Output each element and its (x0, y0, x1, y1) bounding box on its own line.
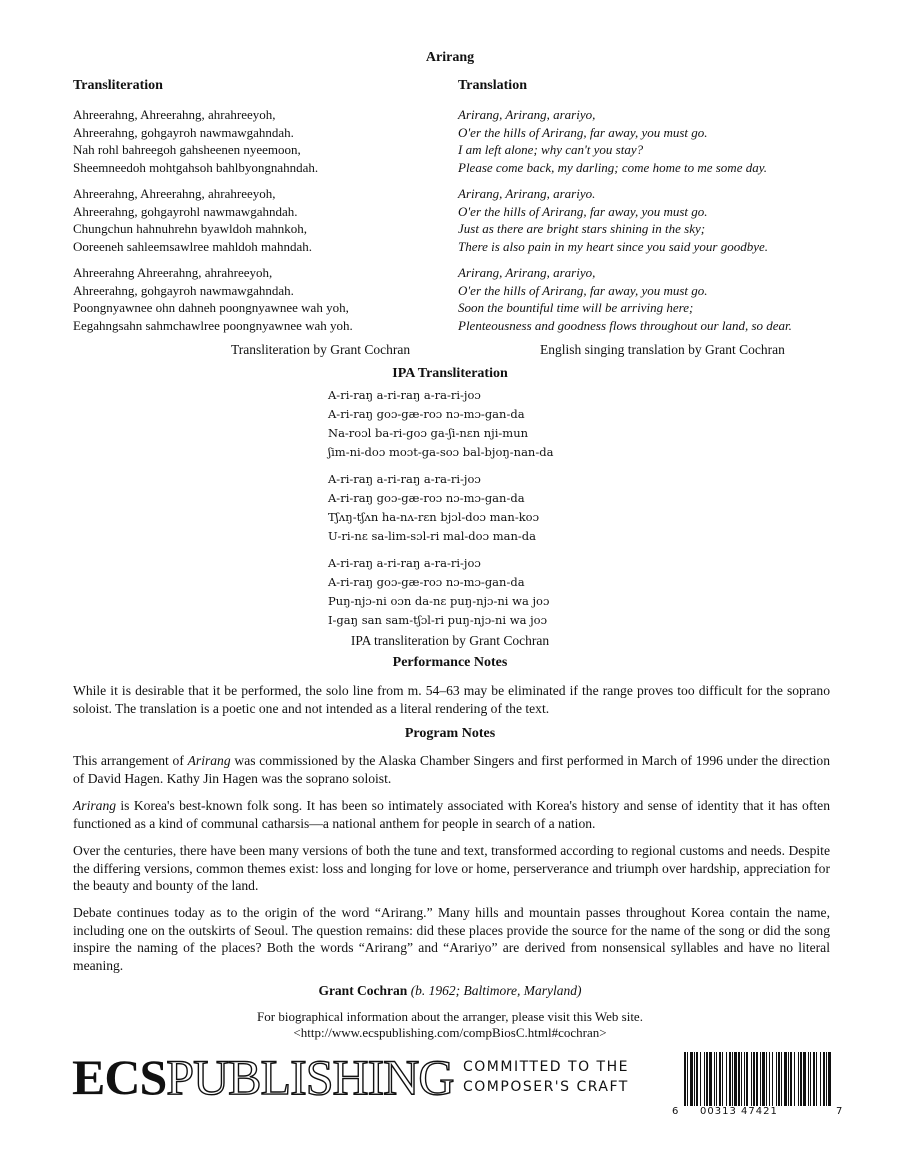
ipa-heading: IPA Transliteration (392, 366, 508, 381)
lyric-line: Soon the bountiful time will be arriving here; (458, 300, 694, 315)
barcode-bar (813, 1052, 815, 1106)
barcode-bar (684, 1052, 686, 1106)
lyric-line: Sheemneedoh mohtgahsoh bahlbyongnahndah. (73, 159, 319, 175)
transliteration-text (73, 106, 453, 343)
lyric-line: Ahreerahng, gohgayroh nawmawgahndah. (73, 124, 294, 140)
barcode-bar (762, 1052, 765, 1106)
ipa-text (328, 386, 648, 638)
barcode-bar (744, 1052, 745, 1106)
tagline-line: COMMITTED TO THE (463, 1059, 629, 1075)
lyric-line: Ahreerahng Ahreerahng, ahrahreeyoh, (73, 265, 273, 280)
barcode-bar (800, 1052, 802, 1106)
barcode-bar (823, 1052, 825, 1106)
barcode-bar (716, 1052, 717, 1106)
ipa-stanza (328, 554, 648, 630)
barcode-bar (751, 1052, 752, 1106)
lyric-line: Please come back, my darling; come home to me some day. (458, 159, 768, 175)
barcode-bar (781, 1052, 782, 1106)
barcode-bar (820, 1052, 821, 1106)
ipa-line: A-ri-raŋ goɔ-gæ-roɔ nɔ-mɔ-gan-da (328, 575, 525, 589)
performance-notes-text: While it is desirable that it be performed, the solo line from m. 54–63 may be eliminated if the range proves too difficult for the soprano soloist. The translation is a poetic one and not intended as a literal rendering of the text. (73, 683, 830, 716)
publisher-tagline (463, 1057, 629, 1097)
barcode-bar (776, 1052, 777, 1106)
barcode-bar (760, 1052, 761, 1106)
transliteration-credit: Transliteration by Grant Cochran (231, 342, 411, 357)
barcode-bar (766, 1052, 767, 1106)
ipa-line: A-ri-raŋ a-ri-raŋ a-ra-ri-joɔ (328, 472, 481, 486)
barcode-bar (706, 1052, 708, 1106)
barcode-bar (709, 1052, 712, 1106)
barcode-bar (704, 1052, 705, 1106)
paragraph-text: This arrangement of (73, 753, 188, 768)
barcode-bar (769, 1052, 770, 1106)
barcode-bar (778, 1052, 780, 1106)
barcode-bar (828, 1052, 831, 1106)
lyric-line: Poongnyawnee ohn dahneh poongnyawnee wah yoh, (73, 300, 349, 315)
barcode (682, 1052, 832, 1106)
barcode-bar (808, 1052, 809, 1106)
program-notes-paragraph: Over the centuries, there have been many versions of both the tune and text, transformed according to regional customs and needs. Despite the differing versions, common themes exist: loss and longing for love or home, perserverance and triumph over hardship, appreciation for the beauty and bounty of the land. (73, 843, 830, 893)
barcode-bar (790, 1052, 792, 1106)
barcode-bar (746, 1052, 748, 1106)
barcode-bar (719, 1052, 721, 1106)
translation-stanza (458, 185, 888, 255)
song-title-italic: Arirang (187, 753, 231, 768)
lyric-line: Plenteousness and goodness flows throughout our land, so dear. (458, 317, 792, 333)
paragraph-text: is Korea's best-known folk song. It has been so intimately associated with Korea's history and sense of identity that it has often functioned as a kind of communal catharsis—a national anthem for people in search of a nation. (73, 798, 830, 831)
barcode-bar (732, 1052, 733, 1106)
biography-text: For biographical information about the arranger, please visit this Web site. (257, 1009, 643, 1024)
ipa-stanza (328, 470, 648, 546)
lyric-line: Ahreerahng, gohgayroh nawmawgahndah. (73, 282, 294, 298)
ipa-line: A-ri-raŋ goɔ-gæ-roɔ nɔ-mɔ-gan-da (328, 491, 525, 505)
biography-url[interactable]: <http://www.ecspublishing.com/compBiosC.html#cochran> (293, 1025, 607, 1040)
ipa-line: Na-roɔl ba-ri-goɔ ga-ʃi-nɛn nji-mun (328, 426, 529, 440)
lyric-line: O'er the hills of Arirang, far away, you must go. (458, 282, 708, 298)
lyric-line: Ahreerahng, gohgayrohl nawmawgahndah. (73, 203, 298, 219)
barcode-bar (826, 1052, 827, 1106)
transliteration-stanza (73, 106, 453, 176)
lyric-line: There is also pain in my heart since you said your goodbye. (458, 238, 769, 254)
barcode-bar (694, 1052, 695, 1106)
ecs-publishing-logo (72, 1049, 454, 1105)
lyric-line: Nah rohl bahreegoh gahsheenen nyeemoon, (73, 142, 301, 157)
lyric-line: Just as there are bright stars shining in the sky; (458, 221, 706, 236)
ipa-line: ʃim-ni-doɔ moɔt-ga-soɔ bal-bjoŋ-nan-da (328, 445, 554, 459)
lyric-line: Ahreerahng, Ahreerahng, ahrahreeyoh, (73, 186, 276, 201)
arranger-dates: (b. 1962; Baltimore, Maryland) (410, 983, 582, 998)
barcode-bar (722, 1052, 723, 1106)
song-title: Arirang (425, 50, 475, 65)
barcode-bar (700, 1052, 701, 1106)
barcode-bar (810, 1052, 811, 1106)
barcode-bar (816, 1052, 817, 1106)
barcode-digits: 00313 47421 (700, 1106, 778, 1117)
barcode-bar (738, 1052, 740, 1106)
performance-notes-heading: Performance Notes (392, 655, 508, 670)
barcode-bar (741, 1052, 742, 1106)
barcode-bar (798, 1052, 799, 1106)
lyric-line: O'er the hills of Arirang, far away, you must go. (458, 124, 708, 140)
program-notes-heading: Program Notes (404, 726, 496, 741)
program-notes-paragraph (73, 752, 830, 787)
ipa-line: I-gaŋ san sam-tʃɔl-ri puŋ-njɔ-ni wa joɔ (328, 613, 548, 627)
lyric-line: Ahreerahng, Ahreerahng, ahrahreeyoh, (73, 107, 276, 122)
ipa-line: Puŋ-njɔ-ni oɔn da-nɛ puŋ-njɔ-ni wa joɔ (328, 594, 550, 608)
logo-publishing-text: PUBLISHING (166, 1049, 454, 1105)
barcode-bar (696, 1052, 698, 1106)
barcode-bar (753, 1052, 755, 1106)
ipa-line: Tʃʌŋ-tʃʌn ha-nʌ-rɛn bjɔl-doɔ man-koɔ (328, 510, 540, 524)
barcode-bar (714, 1052, 715, 1106)
barcode-bar (734, 1052, 737, 1106)
ipa-line: A-ri-raŋ goɔ-gæ-roɔ nɔ-mɔ-gan-da (328, 407, 525, 421)
barcode-bar (729, 1052, 731, 1106)
paragraph-text: was commissioned by the Alaska Chamber Singers and first performed in March of 1996 under the direction of David Hagen. Kathy Jin Hagen was the soprano soloist. (73, 753, 830, 786)
ipa-stanza (328, 386, 648, 462)
transliteration-heading: Transliteration (73, 78, 163, 93)
transliteration-stanza (73, 264, 453, 334)
tagline-line: COMPOSER'S CRAFT (463, 1079, 629, 1095)
barcode-bar (803, 1052, 806, 1106)
ipa-line: U-ri-nɛ sa-lim-sɔl-ri mal-doɔ man-da (328, 529, 536, 543)
translation-text (458, 106, 888, 343)
barcode-digit: 6 (672, 1106, 679, 1117)
program-notes-paragraph (73, 797, 830, 832)
logo-ecs-text: ECS (72, 1049, 167, 1105)
translation-stanza (458, 106, 888, 176)
barcode-bar (687, 1052, 688, 1106)
lyric-line: Arirang, Arirang, arariyo, (458, 107, 596, 122)
barcode-bar (784, 1052, 787, 1106)
program-notes-paragraph: Debate continues today as to the origin of the word “Arirang.” Many hills and mountain passes throughout Korea contain the name, including one on the outskirts of Seoul. The question remains: did these places provide the source for the name of the song or did the song inspire the naming of the places? Both the words “Arirang” and “Arariyo” are derived from nonsensical syllables and have no literal meaning. (73, 905, 830, 973)
biography-info (0, 1009, 900, 1041)
lyric-line: Ooreeneh sahleemsawlree mahldoh mahndah. (73, 238, 312, 254)
lyric-line: Arirang, Arirang, arariyo, (458, 265, 596, 280)
barcode-bar (726, 1052, 727, 1106)
translation-stanza (458, 264, 888, 334)
ipa-line: A-ri-raŋ a-ri-raŋ a-ra-ri-joɔ (328, 556, 481, 570)
ipa-line: A-ri-raŋ a-ri-raŋ a-ra-ri-joɔ (328, 388, 481, 402)
ipa-credit: IPA transliteration by Grant Cochran (350, 633, 550, 648)
lyric-line: I am left alone; why can't you stay? (458, 142, 644, 157)
barcode-digit: 7 (836, 1106, 843, 1117)
lyric-line: Arirang, Arirang, arariyo. (458, 186, 596, 201)
barcode-bar (772, 1052, 773, 1106)
transliteration-stanza (73, 185, 453, 255)
arranger-name: Grant Cochran (318, 983, 408, 998)
barcode-bar (788, 1052, 789, 1106)
barcode-bar (690, 1052, 693, 1106)
lyric-line: Chungchun hahnuhrehn byawldoh mahnkoh, (73, 221, 307, 236)
song-title-italic: Arirang (73, 798, 117, 813)
barcode-bar (794, 1052, 795, 1106)
arranger-credit (0, 983, 900, 999)
barcode-bar (756, 1052, 758, 1106)
lyric-line: Eegahngsahn sahmchawlree poongnyawnee wah yoh. (73, 317, 353, 333)
translation-credit: English singing translation by Grant Cochran (540, 342, 785, 357)
lyric-line: O'er the hills of Arirang, far away, you must go. (458, 203, 708, 219)
translation-heading: Translation (458, 78, 527, 93)
